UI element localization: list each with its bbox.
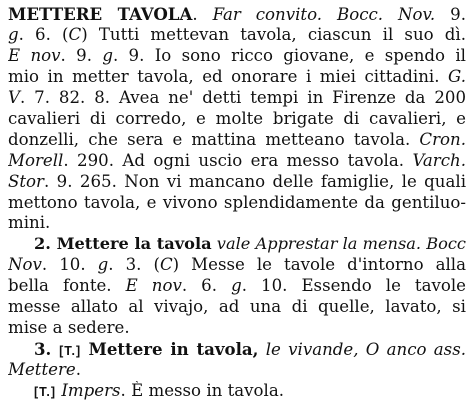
entry-line-5: V. 7. 82. 8. Avea ne' detti tempi in Firenze da 200 [8,87,466,107]
entry-line-10: mettono tavola, e vivono splendidamente da gentiluo- [8,192,466,212]
definition: Far convito. Bocc. Nov. [212,5,436,24]
headword: METTERE TAVOLA [8,4,193,24]
entry-line-2: g. 6. (C) Tutti mettevan tavola, ciascun il suo dì. [8,24,466,44]
sense-2-line-4: messe allato al vivajo, ad una di quelle, lavato, si [8,297,466,317]
entry-line-7: donzelli, che sera e mattina metteano tavola. Cron. [8,129,466,149]
entry-line-4: mio in metter tavola, ed onorare i miei cittadini. G. [8,66,466,86]
sense-3-line-1 [34,339,466,360]
sense-2-line-1 [34,234,466,255]
sense-2-line-2: Nov. 10. g. 3. (C) Messe le tavole d'intorno alla [8,255,466,275]
entry-line-11: mini. [8,213,51,233]
dictionary-entry [8,4,466,402]
sense-headword: Mettere in tavola, [88,339,259,360]
sense-number: 2. [34,234,57,254]
sense-number: 3. [34,339,60,360]
sense-2-line-5: mise a sedere. [8,318,130,338]
tag-T: [T.] [59,344,82,359]
entry-line-1: METTERE TAVOLA. Far convito. Bocc. Nov. 9. [8,4,466,24]
entry-line-3: E nov. 9. g. 9. Io sono ricco giovane, e spendo il [8,45,466,65]
sense-headword: Mettere la tavola [56,234,212,254]
sense-definition: le vivande, O anco ass. [265,340,466,360]
tag-T: [T.] [34,385,57,400]
entry-line-8: Morell. 290. Ad ogni uscio era messo tavola. Varch. [8,150,466,170]
entry-line-9: Stor. 9. 265. Non vi mancano delle famiglie, le quali [8,171,466,191]
impersonal-line: [T.] Impers. È messo in tavola. [34,381,284,401]
sense-2-line-3: bella fonte. E nov. 6. g. 10. Essendo le tavole [8,276,466,296]
sense-definition: vale Apprestar la mensa. Bocc [216,234,466,254]
entry-line-6: cavalieri di corredo, e molte brigate di cavalieri, e [8,108,466,128]
sense-3-line-2: Mettere. [8,360,82,380]
